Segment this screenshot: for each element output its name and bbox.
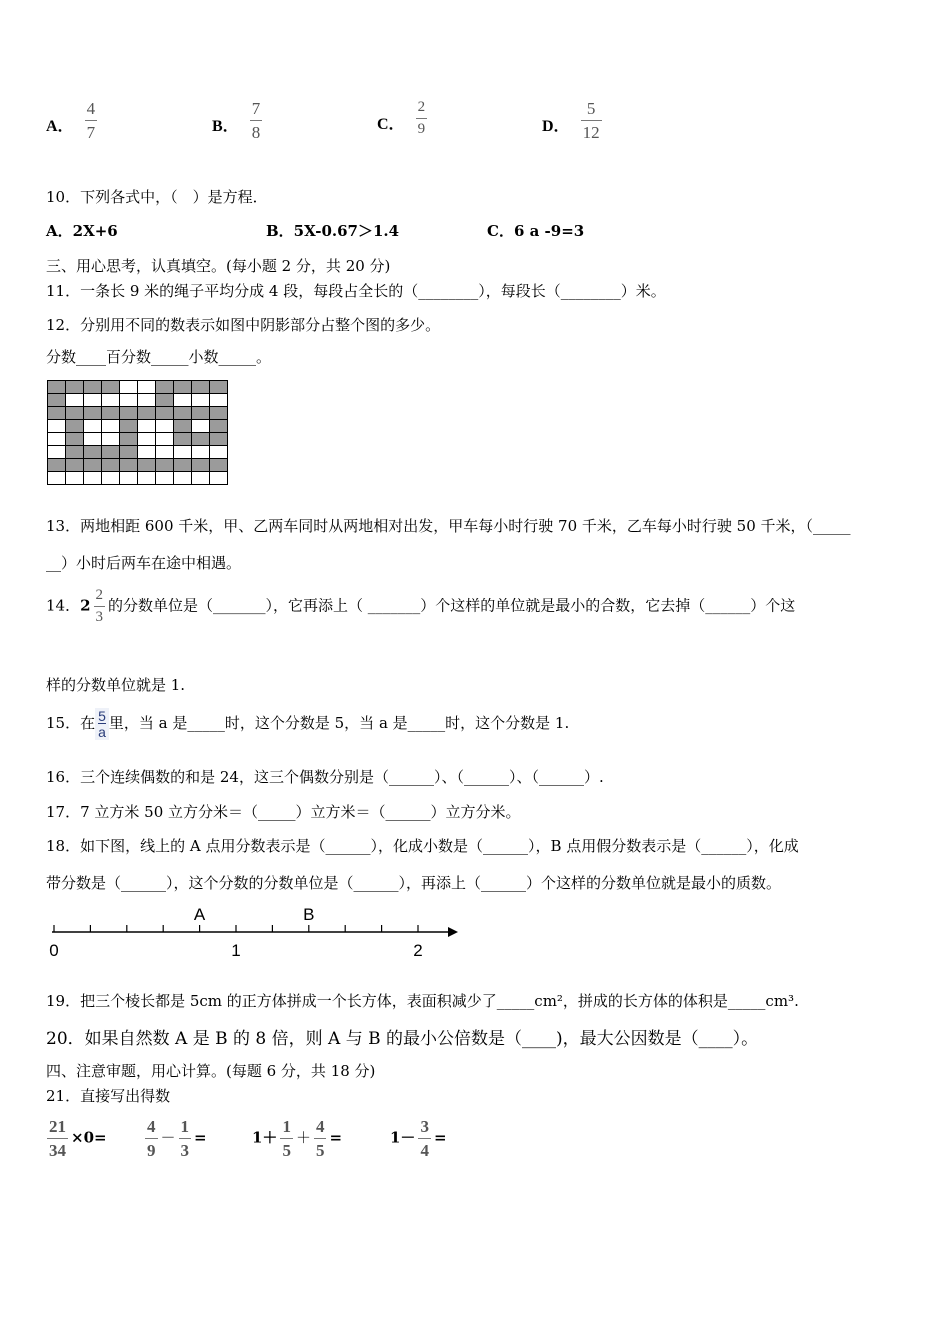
number-line xyxy=(40,898,470,968)
grid-cell xyxy=(66,446,84,459)
fraction: $\frac{4}{7}$ xyxy=(86,99,96,142)
grid-cell xyxy=(210,472,228,485)
fraction: $\frac{21}{34}$ xyxy=(49,1117,66,1160)
grid-cell xyxy=(138,446,156,459)
expression-4: 1－ $\frac{3}{4}$ = xyxy=(390,1117,447,1160)
question-18-line2: 带分数是（______），这个分数的分数单位是（______），再添上（______）个这样的分数单位就是最小的质数。 xyxy=(46,874,782,892)
expression-1: $\frac{21}{34}$ ×0= xyxy=(49,1117,107,1160)
q9-option-a: A． $\frac{4}{7}$ xyxy=(46,99,96,142)
question-10-option-a: A．2X+6 xyxy=(46,222,118,240)
question-14-line2: 样的分数单位就是 1. xyxy=(46,676,186,694)
question-19: 19．把三个棱长都是 5cm 的正方体拼成一个长方体，表面积减少了_____cm²，拼成的长方体的体积是_____cm³. xyxy=(46,992,799,1010)
grid-cell xyxy=(174,407,192,420)
fraction: $\frac{4}{9}$ xyxy=(147,1117,156,1160)
grid-cell xyxy=(174,446,192,459)
grid-cell xyxy=(120,420,138,433)
grid-cell xyxy=(192,433,210,446)
grid-cell xyxy=(66,433,84,446)
grid-cell xyxy=(210,407,228,420)
grid-cell xyxy=(138,472,156,485)
grid-cell xyxy=(138,407,156,420)
grid-cell xyxy=(48,394,66,407)
grid-cell xyxy=(156,433,174,446)
grid-cell xyxy=(66,407,84,420)
grid-cell xyxy=(48,459,66,472)
question-15: 15．在 $\frac{5}{a}$ 里，当 a 是_____时，这个分数是 5，当 a 是_____时，这个分数是 1. xyxy=(46,708,570,740)
question-21-stem: 21．直接写出得数 xyxy=(46,1087,171,1105)
grid-cell xyxy=(84,472,102,485)
grid-cell xyxy=(48,407,66,420)
grid-cell xyxy=(156,446,174,459)
grid-cell xyxy=(66,420,84,433)
expression-2: $\frac{4}{9}$ － $\frac{1}{3}$ = xyxy=(147,1117,207,1160)
grid-cell xyxy=(210,433,228,446)
arrow-head-icon xyxy=(448,927,458,937)
grid-cell xyxy=(48,381,66,394)
tick-label-1: 1 xyxy=(231,941,241,960)
grid-cell xyxy=(192,459,210,472)
grid-cell xyxy=(174,381,192,394)
tick-label-0: 0 xyxy=(49,941,59,960)
grid-cell xyxy=(210,459,228,472)
grid-cell xyxy=(120,446,138,459)
grid-cell xyxy=(120,472,138,485)
grid-cell xyxy=(84,420,102,433)
q9-option-c: C． $\frac{2}{9}$ xyxy=(377,99,426,137)
q9-option-b: B． $\frac{7}{8}$ xyxy=(212,99,261,142)
grid-cell xyxy=(120,394,138,407)
grid-cell xyxy=(138,420,156,433)
grid-cell xyxy=(66,381,84,394)
grid-cell xyxy=(210,420,228,433)
grid-cell xyxy=(138,381,156,394)
grid-cell xyxy=(192,381,210,394)
grid-cell xyxy=(48,420,66,433)
expression-3: 1＋ $\frac{1}{5}$ ＋ $\frac{4}{5}$ = xyxy=(252,1117,343,1160)
grid-cell xyxy=(102,407,120,420)
grid-cell xyxy=(120,381,138,394)
grid-cell xyxy=(102,381,120,394)
question-17: 17．7 立方米 50 立方分米＝（_____）立方米＝（______）立方分米。 xyxy=(46,803,521,821)
grid-cell xyxy=(156,459,174,472)
grid-cell xyxy=(66,394,84,407)
grid-cell xyxy=(66,472,84,485)
grid-cell xyxy=(120,433,138,446)
grid-cell xyxy=(84,381,102,394)
fraction: $\frac{7}{8}$ xyxy=(251,99,261,142)
question-11: 11．一条长 9 米的绳子平均分成 4 段，每段占全长的（________），每段长（________）米。 xyxy=(46,282,666,300)
fraction: $\frac{5}{12}$ xyxy=(582,99,600,142)
grid-cell xyxy=(102,446,120,459)
fraction: $\frac{3}{4}$ xyxy=(420,1117,429,1160)
point-b-label: B xyxy=(303,905,315,924)
grid-cell xyxy=(102,459,120,472)
grid-cell xyxy=(138,433,156,446)
question-10-stem: 10．下列各式中，（ ）是方程． xyxy=(46,188,268,206)
fraction: $\frac{2}{9}$ xyxy=(417,99,426,137)
grid-cell xyxy=(174,433,192,446)
grid-cell xyxy=(102,472,120,485)
question-18-line1: 18．如下图，线上的 A 点用分数表示是（______），化成小数是（______），B 点用假分数表示是（______），化成 xyxy=(46,837,799,855)
grid-cell xyxy=(120,407,138,420)
grid-cell xyxy=(48,472,66,485)
grid-cell xyxy=(102,394,120,407)
fraction-image: $\frac{5}{a}$ xyxy=(95,708,109,740)
grid-cell xyxy=(210,381,228,394)
grid-cell xyxy=(210,394,228,407)
question-20: 20．如果自然数 A 是 B 的 8 倍，则 A 与 B 的最小公倍数是（____)，最大公因数是（____）。 xyxy=(46,1029,759,1049)
grid-cell xyxy=(48,446,66,459)
grid-cell xyxy=(174,420,192,433)
grid-cell xyxy=(84,407,102,420)
fraction: $\frac{2}{3}$ xyxy=(95,587,104,625)
question-13-line1: 13．两地相距 600 千米，甲、乙两车同时从两地相对出发，甲车每小时行驶 70 千米，乙车每小时行驶 50 千米，（_____ xyxy=(46,517,851,535)
grid-cell xyxy=(156,394,174,407)
grid-cell xyxy=(84,394,102,407)
grid-cell xyxy=(156,420,174,433)
question-10-option-b: B．5X-0.67＞1.4 xyxy=(266,222,400,240)
fraction: $\frac{1}{3}$ xyxy=(180,1117,190,1160)
grid-cell xyxy=(84,459,102,472)
question-12-stem: 12．分别用不同的数表示如图中阴影部分占整个图的多少。 xyxy=(46,316,441,334)
question-10-option-c: C．6 a -9=3 xyxy=(487,222,585,240)
tick-label-2: 2 xyxy=(413,941,423,960)
grid-cell xyxy=(102,433,120,446)
grid-cell xyxy=(174,472,192,485)
q9-option-d: D． $\frac{5}{12}$ xyxy=(542,99,600,142)
fraction: $\frac{4}{5}$ xyxy=(315,1117,325,1160)
question-13-line2: __）小时后两车在途中相遇。 xyxy=(46,554,242,572)
grid-cell xyxy=(156,407,174,420)
grid-cell xyxy=(156,381,174,394)
grid-cell xyxy=(174,394,192,407)
grid-cell xyxy=(192,446,210,459)
grid-cell xyxy=(174,459,192,472)
grid-cell xyxy=(192,472,210,485)
grid-cell xyxy=(210,446,228,459)
point-a-label: A xyxy=(193,905,206,924)
question-16: 16．三个连续偶数的和是 24，这三个偶数分别是（______）、（______）、（______）. xyxy=(46,768,604,786)
grid-cell xyxy=(192,420,210,433)
question-14-line1: 14．2 $\frac{2}{3}$ 的分数单位是（_______），它再添上（ _______）个这样的单位就是最小的合数，它去掉（______）个这 xyxy=(46,587,796,625)
grid-cell xyxy=(138,459,156,472)
grid-cell xyxy=(102,420,120,433)
section-3-title: 三、用心思考，认真填空。(每小题 2 分，共 20 分) xyxy=(46,257,391,275)
grid-cell xyxy=(66,459,84,472)
grid-cell xyxy=(156,472,174,485)
section-4-title: 四、注意审题，用心计算。(每题 6 分，共 18 分) xyxy=(46,1062,376,1080)
grid-cell xyxy=(84,446,102,459)
shaded-grid xyxy=(47,380,228,485)
grid-cell xyxy=(192,394,210,407)
grid-cell xyxy=(120,459,138,472)
grid-cell xyxy=(192,407,210,420)
grid-cell xyxy=(138,394,156,407)
question-12-answer-line: 分数____百分数_____小数_____。 xyxy=(46,348,272,366)
grid-cell xyxy=(48,433,66,446)
grid-cell xyxy=(84,433,102,446)
fraction: $\frac{1}{5}$ xyxy=(282,1117,291,1160)
